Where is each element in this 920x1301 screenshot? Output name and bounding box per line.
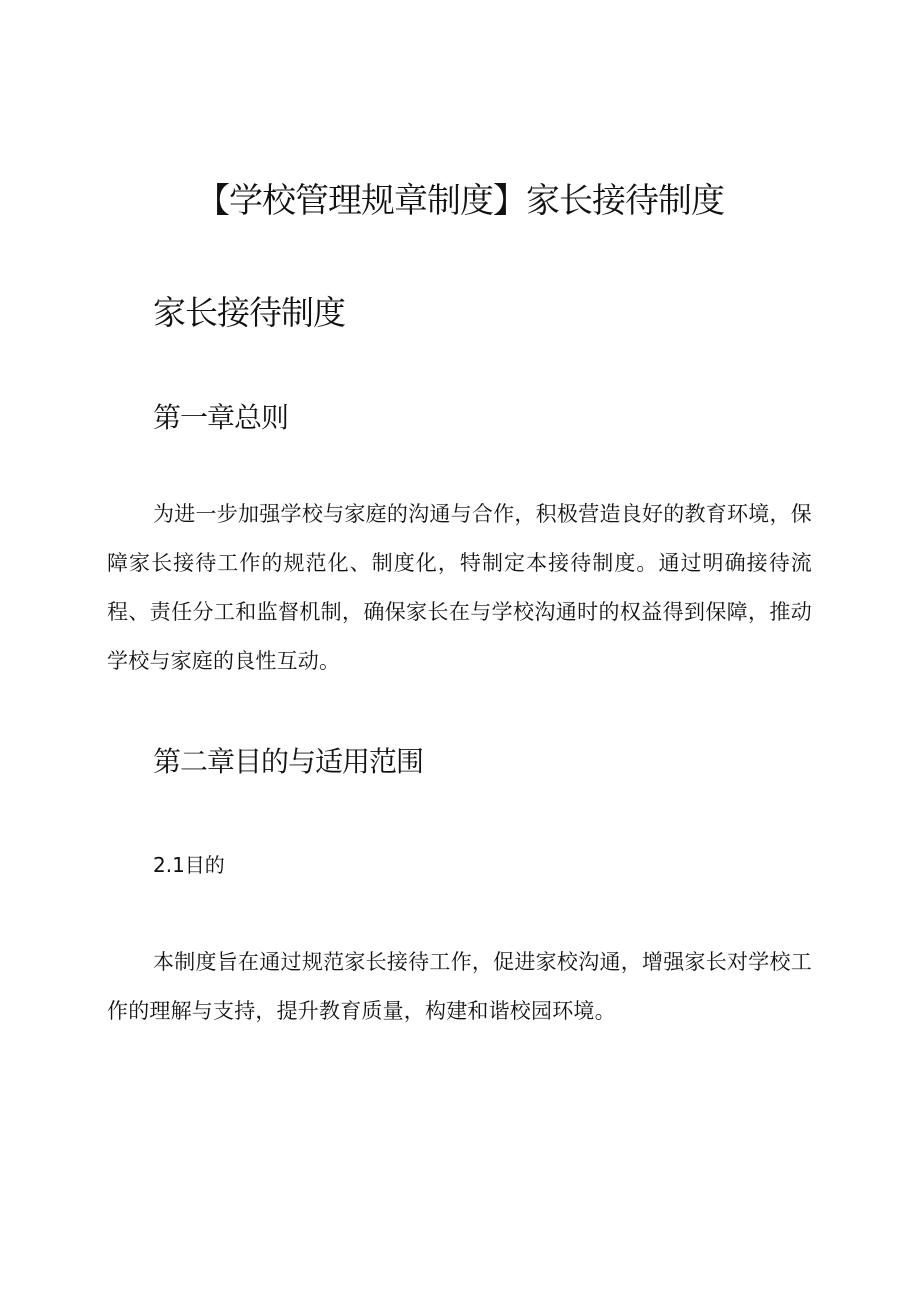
document-title: 【学校管理规章制度】家长接待制度 — [196, 181, 724, 221]
document-subtitle: 家长接待制度 — [153, 293, 345, 332]
section-2-1-heading: 2.1目的 — [153, 853, 225, 877]
section-2-1-paragraph: 本制度旨在通过规范家长接待工作，促进家校沟通，增强家长对学校工作的理解与支持，提升教育质量，构建和谐校园环境。 — [107, 950, 812, 1023]
chapter-1-heading: 第一章总则 — [153, 401, 289, 434]
chapter-2-heading: 第二章目的与适用范围 — [153, 745, 424, 778]
chapter-1-paragraph: 为进一步加强学校与家庭的沟通与合作，积极营造良好的教育环境，保障家长接待工作的规范化、制度化，特制定本接待制度。通过明确接待流程、责任分工和监督机制，确保家长在与学校沟通时的权益得到保障，推动学校与家庭的良性互动。 — [107, 502, 812, 673]
